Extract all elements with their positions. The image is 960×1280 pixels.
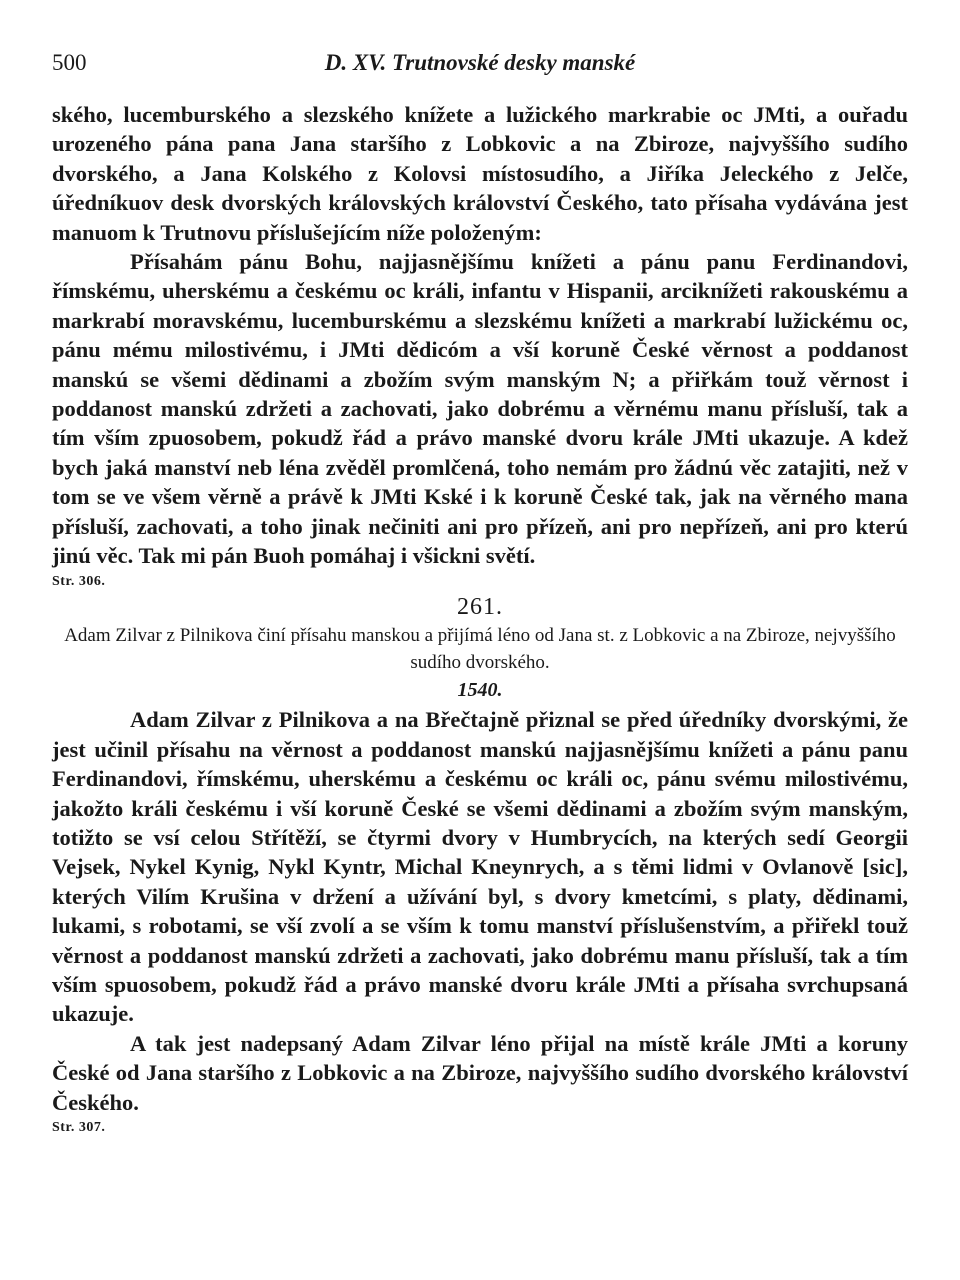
running-title: D. XV. Trutnovské desky manské <box>324 50 636 75</box>
page-reference: Str. 306. <box>52 573 106 589</box>
document-year: 1540. <box>457 678 503 701</box>
document-summary: Adam Zilvar z Pilnikova činí přísahu manskou a přijímá léno od Jana st. z Lobkovic a na Zbiroze, nejvyššího sudího dvorského. <box>64 624 896 673</box>
body-paragraph: Adam Zilvar z Pilnikova a na Břečtajně přiznal se před úředníky dvorskými, že jest učinil přísahu na věrnost a poddanost manskú najjasnějšímu knížeti a pánu panu Ferdinandovi, římskému, uherskému a českému oc králi oc, pánu svému milostivému, jakožto králi českému i vší koruně České se všemi dědinami a zbožím svým manským, totižto se vsí celou Střítěží, se čtyrmi dvory v Humbrycích, na kterých sedí Georgii Vejsek, Nykel Kynig, Nykl Kyntr, Michal Kneynrych, a s těmi lidmi v Ovlanově [sic], kterých Vilím Krušina v držení a užívání byl, s dvory kmetcími, s platy, dědinami, lukami, s robotami, se vší zvolí a se vším k tomu manství příslušenstvím, a přiřekl touž věrnost a poddanost manskú zdržeti a zachovati, jako dobrému manu přísluší, tak a tím vším spuosobem, pokudž řád a právo manské dvoru krále JMti a přísaha svrchupsaná ukazuje. <box>52 707 908 1027</box>
page-reference: Str. 307. <box>52 1120 106 1135</box>
page-header <box>52 50 908 86</box>
document-number: 261. <box>457 593 503 620</box>
intro-paragraph: ského, lucemburského a slezského knížete a lužického markrabie oc JMti, a ouřadu urozeného pána pana Jana staršího z Lobkovic a na Zbiroze, najvyššího sudího dvorského, a Jana Kolského z Kolovsi místosudího, a Jiříka Jeleckého z Jelče, úředníkuov desk dvorských královských království Českého, tato přísaha vydávána jest manuom k Trutnovu příslušejícím níže položeným: <box>52 102 908 245</box>
page-number: 500 <box>52 50 87 75</box>
page-body <box>52 100 908 1139</box>
body-paragraph: A tak jest nadepsaný Adam Zilvar léno přijal na místě krále JMti a koruny České od Jana staršího z Lobkovic a na Zbiroze, najvyššího sudího dvorského království Českého. <box>52 1030 908 1115</box>
oath-paragraph: Přísahám pánu Bohu, najjasnějšímu knížeti a pánu panu Ferdinandovi, římskému, uherskému a českému oc králi, infantu v Hispanii, arciknížeti rakouskému a markrabí moravskému, lucemburskému a slezskému knížeti a markrabí lužickému oc, pánu mému milostivému, i JMti dědicóm a vší koruně České věrnost a poddanost manskú se všemi dědinami a zbožím svým manským N; a přiřkám touž věrnost i poddanost manskú zdržeti a zachovati, jako dobrému a věrnému manu přísluší, tak a tím vším zpuosobem, pokudž řád a právo manské dvoru krále JMti ukazuje. A kdež bych jaká manství neb léna zvěděl promlčená, toho nemám pro žádnú věc zatajiti, než v tom se ve všem věrně a právě k JMti Kské i k koruně České tak, jak na věrného mana přísluší, zachovati, a toho jinak nečiniti ani pro přízeň, ani pro nepřízeň, ani pro kterú jinú věc. Tak mi pán Buoh pomáhaj i všickni světí. <box>52 249 908 569</box>
